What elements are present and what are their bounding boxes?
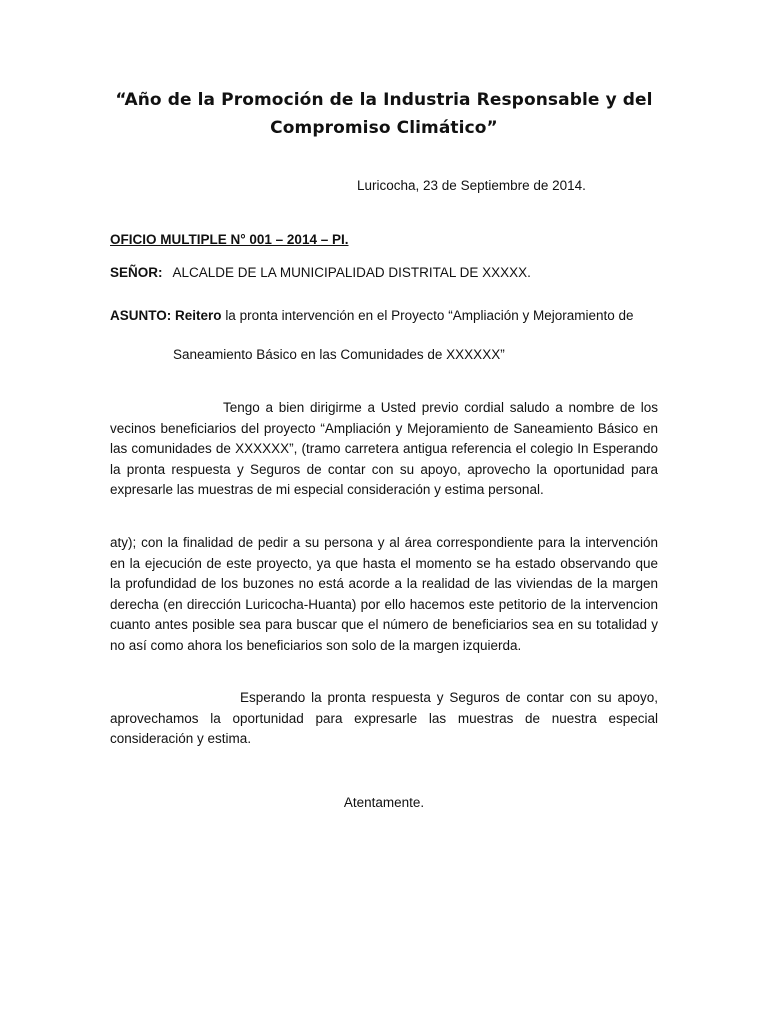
recipient-label: SEÑOR: [110, 265, 163, 280]
body-paragraph-3-text: Esperando la pronta respuesta y Seguros de contar con su apoyo, aprovechamos la oportunidad para expresarle las muestras de nuestra especial consideración y estima. [110, 690, 658, 747]
recipient-line [110, 264, 531, 282]
body-paragraph-1-text: Tengo a bien dirigirme a Usted previo cordial saludo a nombre de los vecinos beneficiarios del proyecto “Ampliación y Mejoramiento de Saneamiento Básico en las comunidades de XXXXXX”, (tramo carretera antigua referencia el colegio In Esperando la pronta respuesta y Seguros de contar con su apoyo, aprovecho la oportunidad para expresarle las muestras de mi especial consideración y estima personal. [110, 400, 658, 498]
title-line-2: Compromiso Climático” [270, 118, 498, 138]
subject-line-2: Saneamiento Básico en las Comunidades de XXXXXX” [173, 347, 505, 362]
title-line-1: “Año de la Promoción de la Industria Responsable y del [115, 90, 653, 110]
body-paragraph-3 [110, 688, 658, 750]
body-paragraph-1 [110, 398, 658, 501]
subject-label: ASUNTO: [110, 308, 172, 323]
subject-verb: Reitero [175, 308, 222, 323]
subject-text: la pronta intervención en el Proyecto “Ampliación y Mejoramiento de [225, 308, 634, 323]
closing-salutation: Atentamente. [343, 795, 425, 810]
recipient-value: ALCALDE DE LA MUNICIPALIDAD DISTRITAL DE XXXXX. [172, 265, 531, 280]
subject-line [110, 305, 658, 326]
oficio-number: OFICIO MULTIPLE N° 001 – 2014 – PI. [110, 232, 349, 247]
document-title [110, 86, 658, 142]
letter-date: Luricocha, 23 de Septiembre de 2014. [357, 178, 586, 193]
body-paragraph-2: aty); con la finalidad de pedir a su persona y al área correspondiente para la intervención en la ejecución de este proyecto, ya que hasta el momento se ha estado observando que la profundidad de los buzones no está acorde a la realidad de las viviendas de la margen derecha (en dirección Luricocha-Huanta) por ello hacemos este petitorio de la intervencion cuanto antes posible sea para buscar que el número de beneficiarios sea en su totalidad y no así como ahora los beneficiarios son solo de la margen izquierda. [110, 535, 658, 653]
